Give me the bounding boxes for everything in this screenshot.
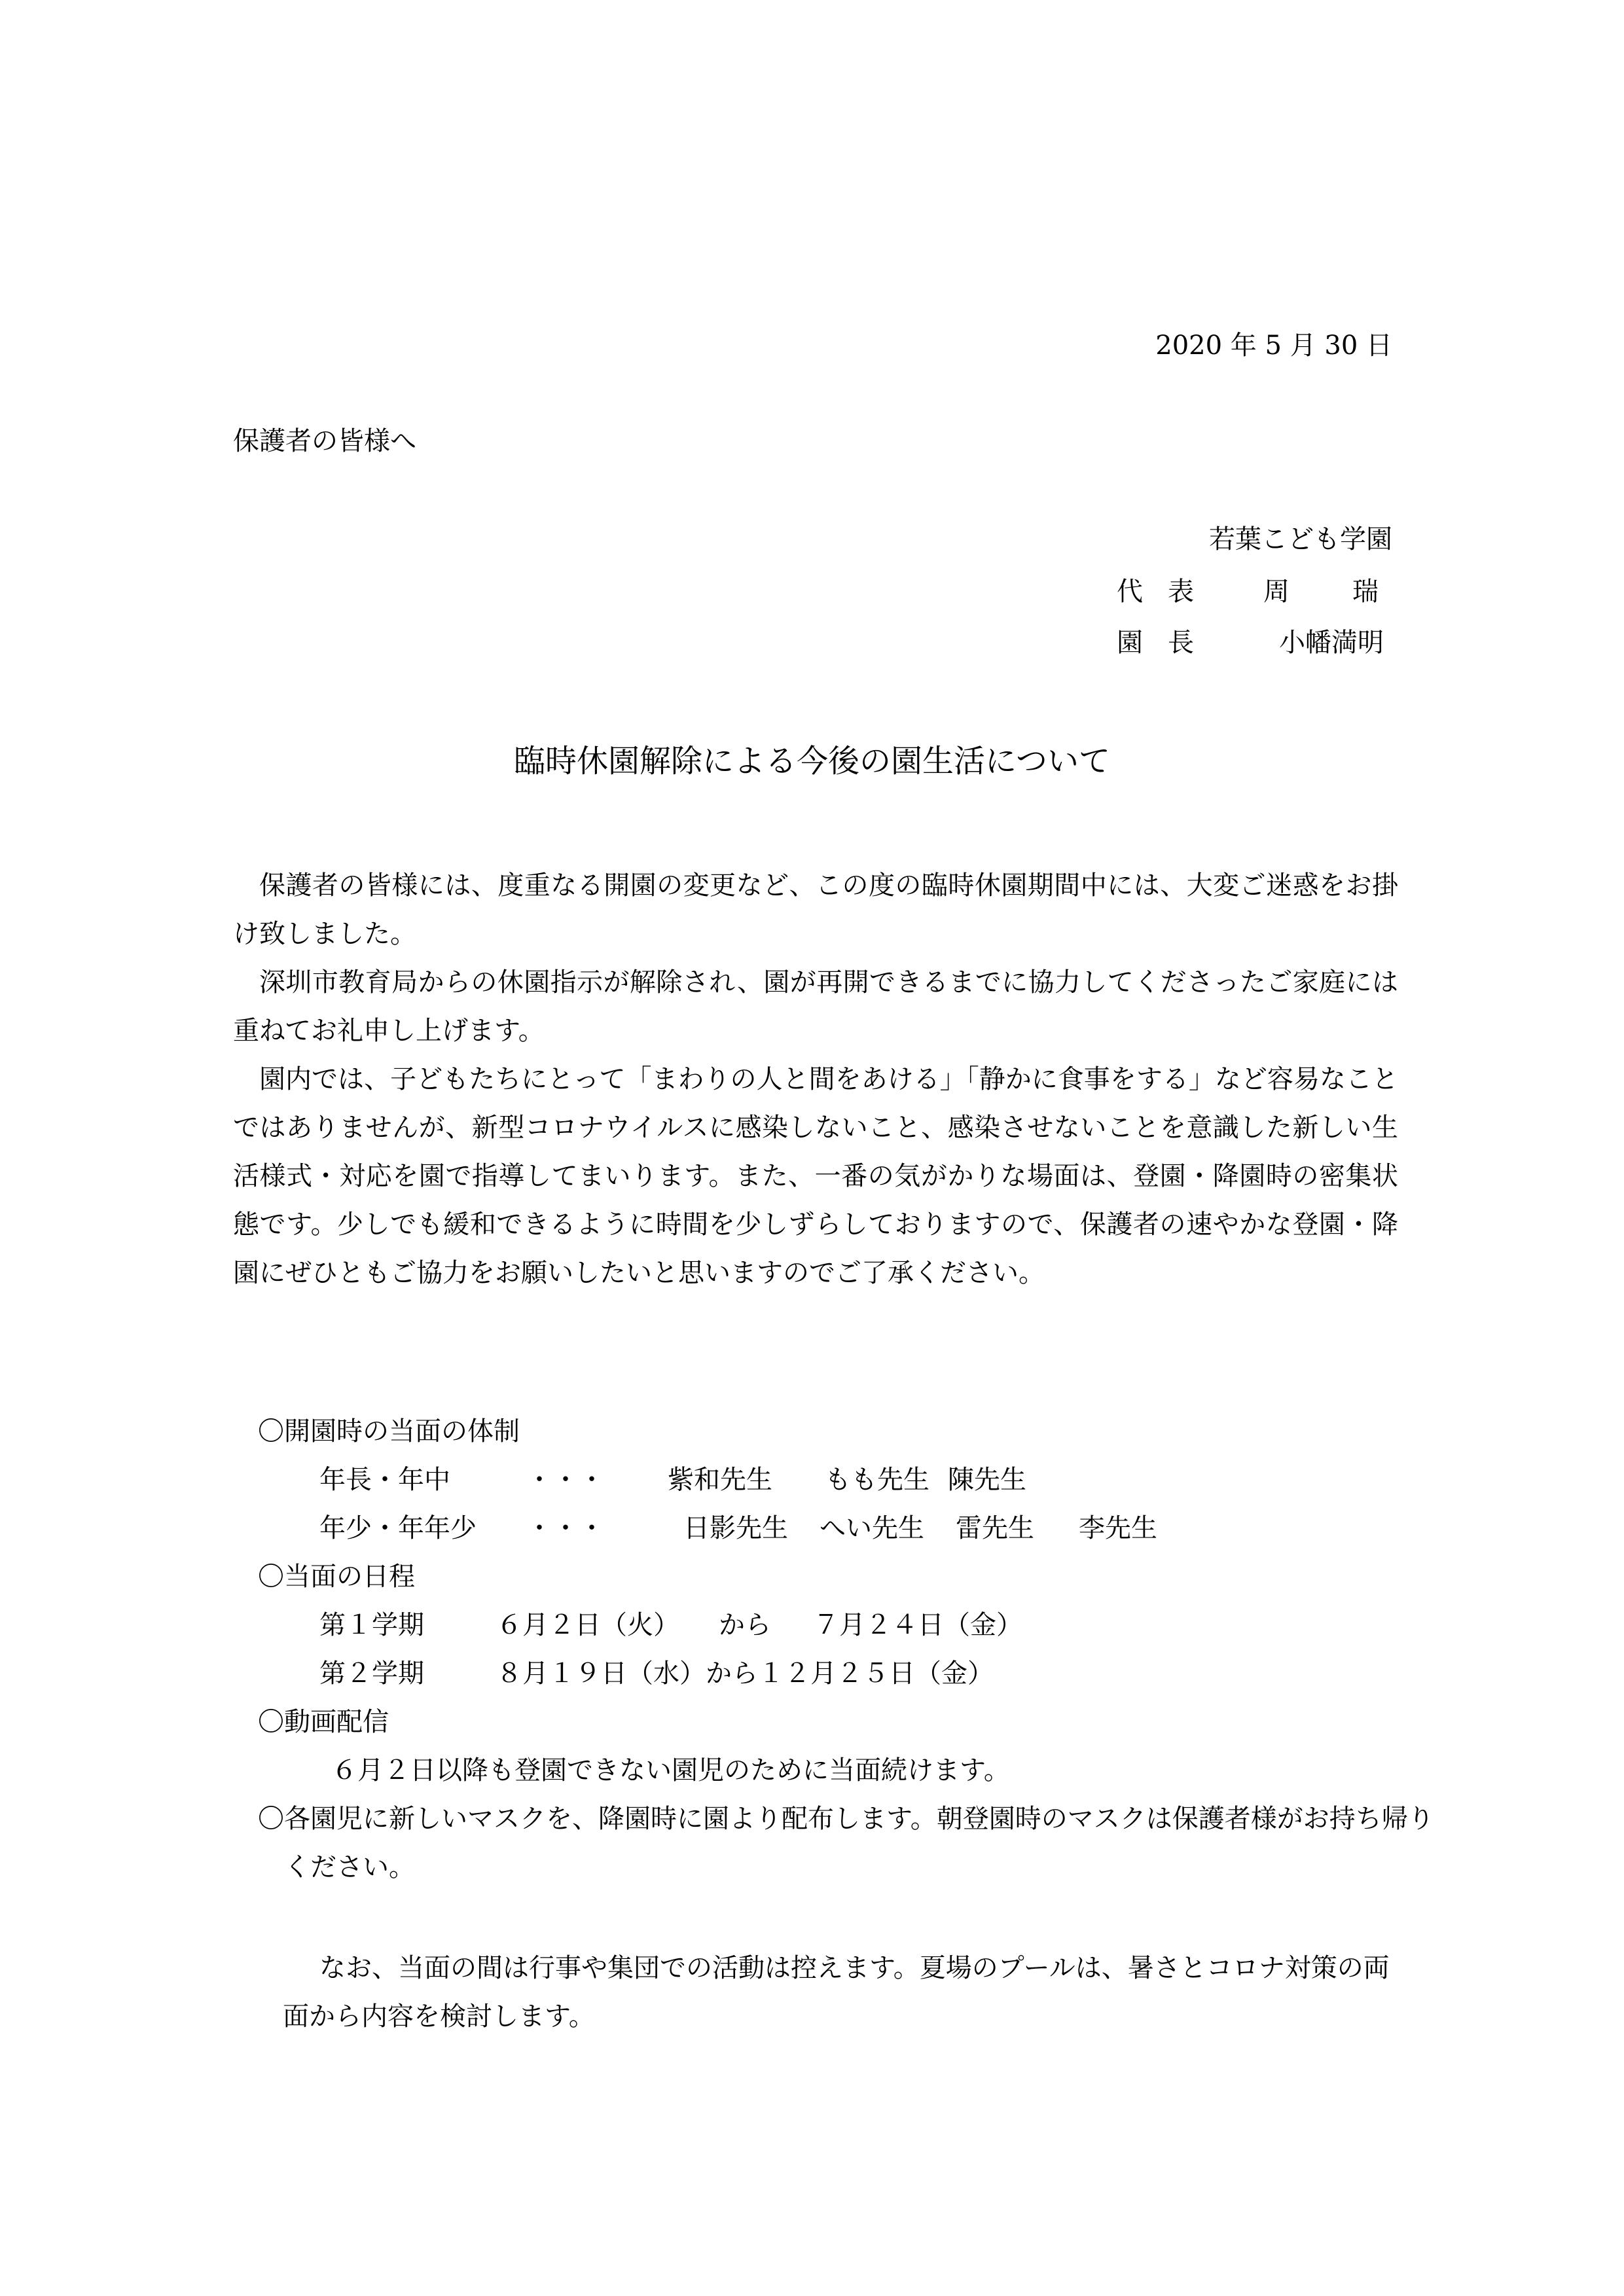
- teacher-name: 日影先生: [683, 1513, 788, 1543]
- separator-dots: ・・・: [526, 1513, 605, 1543]
- closing-note: [283, 1944, 1409, 2041]
- document-date: 2020 年 5 月 30 日: [1155, 331, 1392, 361]
- staffing-heading: 〇開園時の当面の体制: [258, 1416, 520, 1446]
- body-paragraph: 深圳市教育局からの休園指示が解除され、園が再開できるまでに協力してくださったご家庭には重ねてお礼申し上げます。: [233, 967, 1398, 1046]
- term-period: ８月１９日（水）から１２月２５日（金）: [496, 1659, 994, 1689]
- sender-principal: [1117, 624, 1384, 661]
- schedule-heading: 〇当面の日程: [258, 1562, 415, 1592]
- recipient-line: 保護者の皆様へ: [233, 426, 416, 456]
- term-label: 第１学期: [319, 1610, 424, 1640]
- sender-representative: [1117, 573, 1441, 610]
- info-sections: [258, 1407, 1434, 1892]
- teacher-name: 李先生: [1079, 1513, 1157, 1543]
- streaming-heading: 〇動画配信: [258, 1707, 389, 1737]
- body-paragraph: 園内では、子どもたちにとって「まわりの人と間をあける」「静かに食事をする」など容易なことではありませんが、新型コロナウイルスに感染しないこと、感染させないことを意識した新しい生活様式・対応を園で指導してまいります。また、一番の気がかりな場面は、登園・降園時の密集状態です。少しでも緩和できるように時間を少しずらしておりますので、保護者の速やかな登園・降園にぜひともご協力をお願いしたいと思いますのでご了承ください。: [233, 1064, 1398, 1288]
- schedule-row-term2: [258, 1649, 1410, 1698]
- term-label: 第２学期: [319, 1659, 424, 1689]
- body-paragraph: 保護者の皆様には、度重なる開園の変更など、この度の臨時休園期間中には、大変ご迷惑をお掛け致しました。: [233, 870, 1398, 949]
- sender-role: 代表: [1117, 577, 1219, 607]
- staffing-row: [258, 1456, 1410, 1504]
- streaming-text: ６月２日以降も登園できない園児のために当面続けます。: [331, 1755, 1010, 1785]
- staffing-row: [258, 1504, 1410, 1552]
- body-text: [233, 861, 1398, 1297]
- teacher-name: 紫和先生: [668, 1465, 772, 1495]
- teacher-name: へい先生: [820, 1513, 924, 1543]
- sender-name: 周瑞: [1263, 577, 1441, 607]
- teacher-name: 雷先生: [956, 1513, 1034, 1543]
- sender-name: 小幡満明: [1279, 628, 1384, 658]
- mask-notice: 〇各園児に新しいマスクを、降園時に園より配布します。朝登園時のマスクは保護者様がお持ち帰りください。: [258, 1804, 1434, 1882]
- separator-dots: ・・・: [526, 1465, 605, 1495]
- term-start: ６月２日（火）: [496, 1610, 679, 1640]
- organization-name: 若葉こども学園: [1209, 524, 1392, 554]
- closing-paragraph: なお、当面の間は行事や集団での活動は控えます。夏場のプールは、暑さとコロナ対策の両面から内容を検討します。: [283, 1953, 1390, 2032]
- sender-role: 園長: [1117, 628, 1219, 658]
- term-connector: から: [719, 1610, 771, 1640]
- document-title: 臨時休園解除による今後の園生活について: [513, 743, 1111, 780]
- teacher-name: 陳先生: [948, 1465, 1026, 1495]
- teacher-name: もも先生: [825, 1465, 929, 1495]
- schedule-row-term1: [258, 1601, 1410, 1649]
- term-end: ７月２４日（金）: [813, 1610, 1022, 1640]
- class-label: 年少・年年少: [319, 1513, 477, 1543]
- class-label: 年長・年中: [319, 1465, 450, 1495]
